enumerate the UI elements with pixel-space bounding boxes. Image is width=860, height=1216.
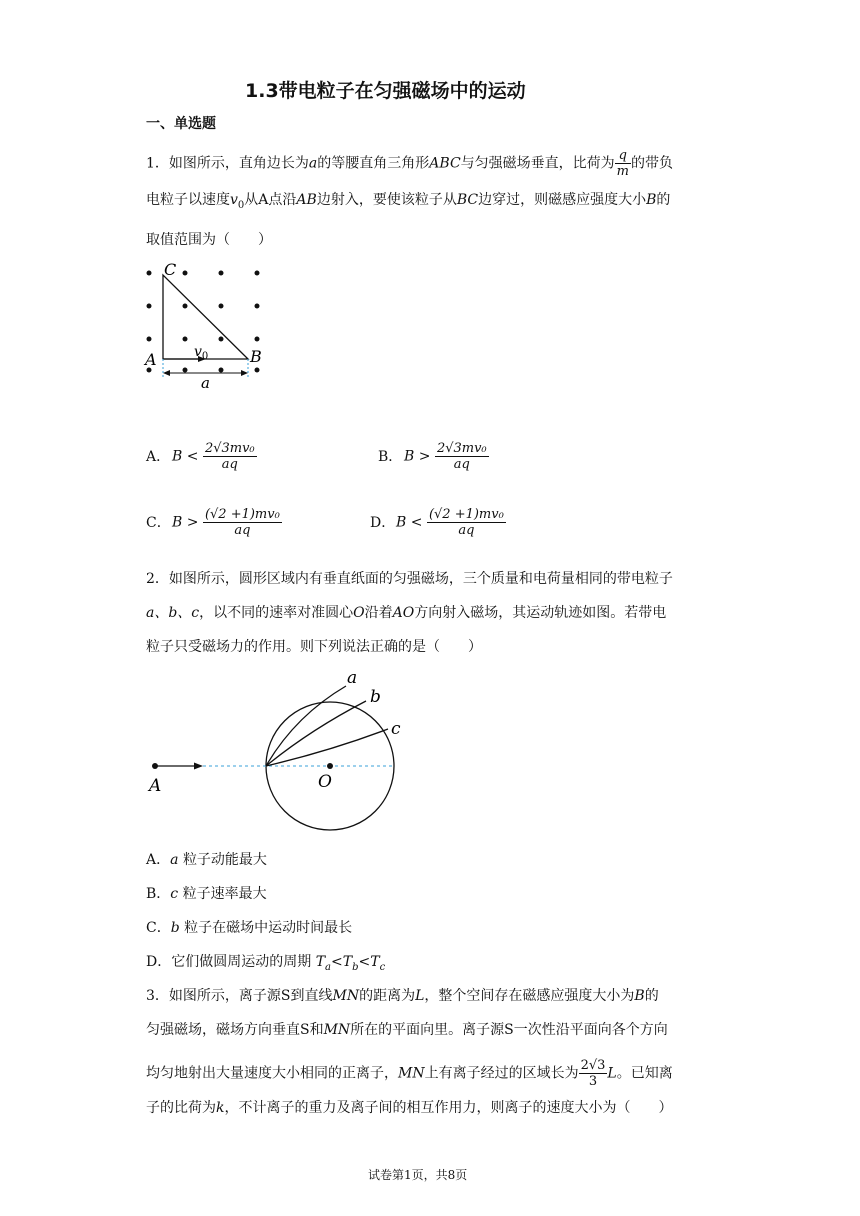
q1-frac-den: m bbox=[616, 164, 629, 179]
option-label: B． bbox=[146, 886, 171, 902]
q1-text: 1．如图所示，直角边长为 bbox=[146, 155, 309, 172]
q1-var-b: B bbox=[646, 192, 657, 208]
option-label: D． bbox=[370, 514, 396, 531]
q3-var-mn: MN bbox=[398, 1065, 425, 1082]
q3-text: 子的比荷为 bbox=[146, 1100, 216, 1116]
dimension-arrow-left bbox=[163, 370, 170, 376]
q3-line3 bbox=[146, 1058, 673, 1089]
trajectory-b bbox=[266, 701, 366, 766]
lt: < bbox=[331, 954, 343, 970]
frac-den: aq bbox=[221, 457, 238, 472]
q1-line1 bbox=[146, 148, 673, 179]
q1-frac-num: q bbox=[615, 148, 631, 164]
page-title: 1.3带电粒子在匀强磁场中的运动 bbox=[245, 80, 526, 102]
q2-line2 bbox=[146, 603, 666, 623]
q1-text: 从A点沿 bbox=[244, 192, 297, 208]
option-op: > bbox=[186, 514, 199, 531]
option-text: 粒子在磁场中运动时间最长 bbox=[184, 920, 353, 936]
q2-circle-figure bbox=[140, 666, 420, 836]
page-footer: 试卷第1页，共8页 bbox=[368, 1168, 468, 1182]
option-text: 粒子速率最大 bbox=[182, 886, 267, 902]
q3-text: ，不计离子的重力及离子间的相互作用力，则离子的速度大小为（ ） bbox=[224, 1100, 673, 1116]
q2-option-b[interactable] bbox=[146, 884, 267, 904]
option-fraction bbox=[203, 507, 282, 538]
sub-a: a bbox=[325, 961, 331, 973]
q2-line3: 粒子只受磁场力的作用。则下列说法正确的是（ ） bbox=[146, 639, 482, 655]
q1-option-c[interactable] bbox=[146, 507, 282, 538]
q1-var-bc: BC bbox=[456, 192, 479, 208]
option-fraction bbox=[203, 441, 257, 472]
q1-text: 与匀强磁场垂直，比荷为 bbox=[460, 155, 615, 172]
point-a bbox=[152, 763, 158, 769]
q1-option-a[interactable] bbox=[146, 441, 257, 472]
q1-text: 电粒子以速度 bbox=[146, 192, 230, 208]
q2-vars: a、b、c bbox=[146, 605, 200, 621]
option-text: 粒子动能最大 bbox=[182, 852, 267, 868]
frac-num: 2√3mv₀ bbox=[204, 441, 255, 456]
option-fraction bbox=[427, 507, 506, 538]
q1-line3: 取值范围为（ ） bbox=[146, 232, 272, 248]
label-c: c bbox=[391, 719, 401, 739]
q3-text: 上有离子经过的区域长为 bbox=[424, 1065, 579, 1082]
q3-text: 的距离为 bbox=[359, 988, 416, 1004]
option-label: A． bbox=[146, 852, 171, 868]
q3-line2 bbox=[146, 1020, 668, 1040]
frac-num: (√2 +1)mv₀ bbox=[204, 507, 280, 522]
frac-num: (√2 +1)mv₀ bbox=[428, 507, 504, 522]
period-tb: T bbox=[342, 954, 353, 970]
label-point-a: A bbox=[149, 776, 162, 796]
q3-text: 的 bbox=[644, 988, 659, 1004]
q2-var-ao: AO bbox=[392, 605, 415, 621]
option-op: > bbox=[418, 448, 431, 465]
label-b: b bbox=[370, 687, 381, 707]
period-ta: T bbox=[315, 954, 326, 970]
frac-den: aq bbox=[234, 523, 251, 538]
q3-var-mn: MN bbox=[332, 988, 360, 1004]
q1-fraction-q-over-m bbox=[615, 148, 631, 179]
q1-var-ab: AB bbox=[296, 192, 317, 208]
frac-num: 2√3mv₀ bbox=[436, 441, 487, 456]
q2-text: ，以不同的速率对准圆心 bbox=[199, 605, 354, 621]
label-a: A bbox=[145, 350, 157, 369]
option-label: A． bbox=[146, 448, 171, 465]
section-heading: 一、单选题 bbox=[146, 116, 216, 132]
q1-text: 边穿过，则磁感应强度大小 bbox=[478, 192, 647, 208]
q1-triangle-figure bbox=[140, 258, 270, 388]
option-var: c bbox=[170, 886, 179, 902]
option-label: C． bbox=[146, 920, 171, 936]
q1-line2 bbox=[146, 190, 670, 216]
lt: < bbox=[358, 954, 371, 970]
q1-sub: 0 bbox=[237, 199, 245, 211]
label-c: C bbox=[164, 260, 177, 279]
label-a: a bbox=[347, 668, 358, 688]
q1-text: 边射入，要使该粒子从 bbox=[316, 192, 457, 208]
frac-den: 3 bbox=[588, 1074, 598, 1089]
q2-option-d[interactable] bbox=[146, 952, 385, 978]
trajectory-a bbox=[266, 686, 346, 766]
q2-option-a[interactable] bbox=[146, 850, 267, 870]
q3-text: 3．如图所示，离子源S到直线 bbox=[146, 988, 333, 1004]
q3-var-l: L bbox=[607, 1065, 617, 1082]
q1-text: 的带负 bbox=[630, 155, 673, 172]
frac-den: aq bbox=[458, 523, 475, 538]
frac-num: 2√3 bbox=[580, 1058, 606, 1073]
q3-text: 。已知离 bbox=[616, 1065, 673, 1082]
option-fraction bbox=[435, 441, 489, 472]
q1-option-d[interactable] bbox=[370, 507, 506, 538]
q1-text: 的 bbox=[656, 192, 671, 208]
option-label: C． bbox=[146, 514, 171, 531]
option-var: b bbox=[170, 920, 180, 936]
option-label: B． bbox=[378, 448, 403, 465]
option-lhs: B bbox=[172, 448, 183, 465]
q3-line1 bbox=[146, 986, 659, 1006]
q1-var-a: a bbox=[308, 155, 318, 172]
q3-fraction bbox=[579, 1058, 608, 1089]
q2-text: 方向射入磁场，其运动轨迹如图。若带电 bbox=[414, 605, 667, 621]
option-op: < bbox=[186, 448, 199, 465]
q1-option-b[interactable] bbox=[378, 441, 489, 472]
q2-option-c[interactable] bbox=[146, 918, 352, 938]
incident-arrow bbox=[194, 763, 203, 770]
q3-var-b: B bbox=[634, 988, 645, 1004]
period-tc: T bbox=[370, 954, 380, 970]
q2-var-o: O bbox=[353, 605, 365, 621]
option-op: < bbox=[410, 514, 423, 531]
q1-var-v: v bbox=[230, 192, 238, 208]
q1-var-abc: ABC bbox=[429, 155, 461, 172]
label-v0: $v_0$ bbox=[194, 344, 209, 362]
triangle-abc bbox=[163, 275, 248, 359]
option-lhs: B bbox=[172, 514, 183, 531]
q3-text: 所在的平面向里。离子源S一次性沿平面向各个方向 bbox=[350, 1022, 668, 1038]
q3-text: ，整个空间存在磁感应强度大小为 bbox=[424, 988, 635, 1004]
dimension-arrow-right bbox=[241, 370, 248, 376]
option-lhs: B bbox=[404, 448, 415, 465]
option-var: a bbox=[170, 852, 179, 868]
option-text: 它们做圆周运动的周期 bbox=[171, 954, 312, 970]
center-o bbox=[327, 763, 333, 769]
trajectory-c bbox=[266, 729, 388, 766]
label-o: O bbox=[318, 772, 332, 792]
q2-line1: 2．如图所示，圆形区域内有垂直纸面的匀强磁场，三个质量和电荷量相同的带电粒子 bbox=[146, 571, 673, 587]
q3-text: 匀强磁场，磁场方向垂直S和 bbox=[146, 1022, 324, 1038]
q3-var-mn: MN bbox=[323, 1022, 351, 1038]
q1-text: 的等腰直角三角形 bbox=[317, 155, 430, 172]
q3-var-k: k bbox=[216, 1100, 225, 1116]
option-label: D． bbox=[146, 954, 172, 970]
label-a-length: a bbox=[201, 374, 210, 388]
q2-text: 沿着 bbox=[364, 605, 393, 621]
sub-b: b bbox=[352, 961, 359, 973]
option-lhs: B bbox=[396, 514, 407, 531]
label-b: B bbox=[250, 347, 262, 366]
frac-den: aq bbox=[453, 457, 470, 472]
q3-var-l: L bbox=[415, 988, 425, 1004]
q3-line4 bbox=[146, 1098, 672, 1118]
q3-text: 均匀地射出大量速度大小相同的正离子， bbox=[146, 1065, 398, 1082]
sub-c: c bbox=[379, 961, 386, 973]
